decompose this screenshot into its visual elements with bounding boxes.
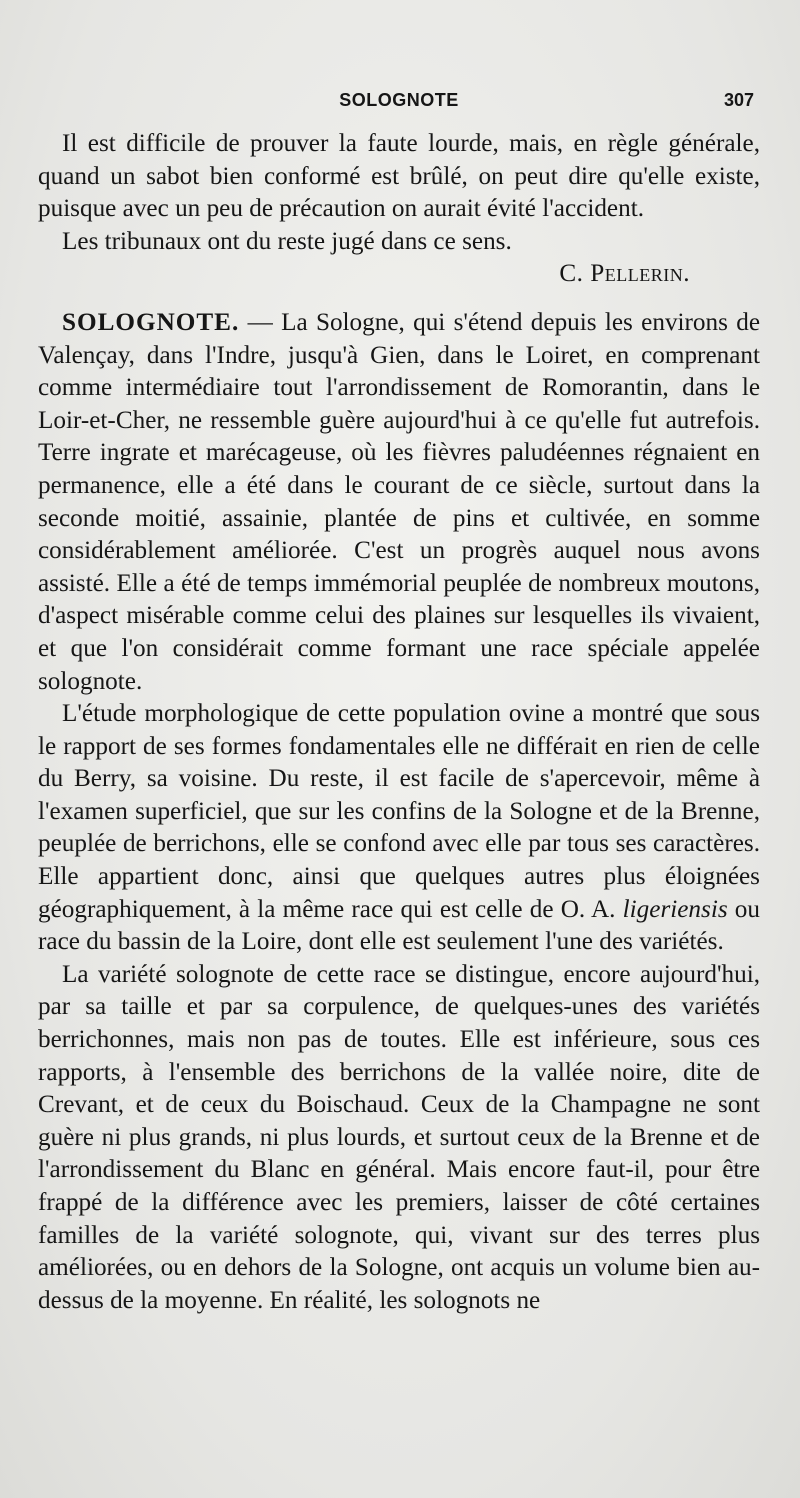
paragraph-4-text-a: L'étude morphologique de cette population ovine a montré que sous le rapport de ses formes fondamentales elle ne différait en rien de celle du Berry, sa voisine. Du reste, il est facile de s'apercevoir, même à l'examen superficiel, que sur les confins de la Sologne et de la Brenne, peuplée de berrichons, elle se confond avec elle par tous ses caractères. Elle appartient donc, ainsi que quelques autres plus éloignées géographiquement, à la même race qui est celle de O. A. xyxy=(38,700,760,923)
paragraph-5: La variété solognote de cette race se distingue, encore aujourd'hui, par sa taille et par sa corpulence, de quelques-unes des variétés berrichonnes, mais non pas de toutes. Elle est inférieure, sous ces rapports, à l'ensemble des berrichons de la vallée noire, dite de Crevant, et de ceux du Boischaud. Ceux de la Champagne ne sont guère ni plus grands, ni plus lourds, et surtout ceux de la Brenne et de l'arrondissement du Blanc en général. Mais encore faut-il, pour être frappé de la différence avec les premiers, laisser de côté certaines familles de la variété solognote, qui, vivant sur des terres plus améliorées, ou en dehors de la Sologne, ont acquis un volume bien au-dessus de la moyenne. En réalité, les solognots ne xyxy=(38,960,760,1314)
running-header xyxy=(38,0,760,138)
paragraph-1: Il est difficile de prouver la faute lourde, mais, en règle générale, quand un sabot bien conformé est brûlé, on peut dire qu'elle existe, puisque avec un peu de précaution on aurait évité l'accident. xyxy=(38,130,760,223)
author-signature: C. Pellerin. xyxy=(559,260,690,288)
paragraph-2: Les tribunaux ont du reste jugé dans ce sens. xyxy=(62,227,512,255)
paragraph-4 xyxy=(38,698,760,959)
paragraph-3 xyxy=(38,307,760,698)
entry-title: SOLOGNOTE. xyxy=(62,308,240,336)
paragraph-4-text-b: ou race du bassin de la Loire, dont elle est seulement l'une des variétés. xyxy=(38,895,760,956)
page-number: 307 xyxy=(723,90,754,110)
body-text xyxy=(38,128,760,1317)
running-title: SOLOGNOTE xyxy=(339,90,459,110)
paragraph-3-text: — La Sologne, qui s'étend depuis les environs de Valençay, dans l'Indre, jusqu'à Gien, dans le Loiret, en comprenant comme intermédiaire tout l'arrondissement de Romorantin, dans le Loir-et-Cher, ne ressemble guère aujourd'hui à ce qu'elle fut autrefois. Terre ingrate et marécageuse, où les fièvres paludéennes régnaient en permanence, elle a été dans le courant de ce siècle, surtout dans la seconde moitié, assainie, plantée de pins et cultivée, en somme considérablement améliorée. C'est un progrès auquel nous avons assisté. Elle a été de temps immémorial peuplée de nombreux moutons, d'aspect misérable comme celui des plaines sur lesquelles ils vivaient, et que l'on considérait comme formant une race spéciale appelée solognote. xyxy=(38,308,760,695)
latin-term: ligeriensis xyxy=(622,895,728,923)
